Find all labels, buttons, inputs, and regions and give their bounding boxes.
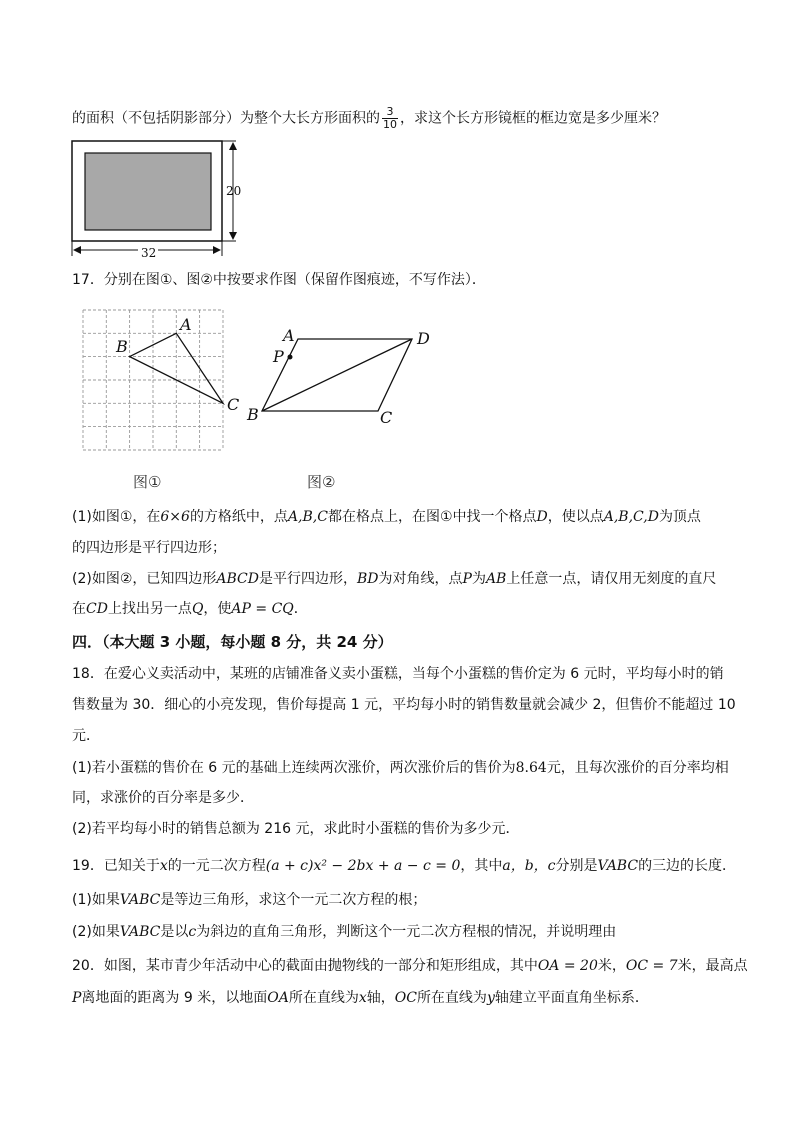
- q18-part2: (2)若平均每小时的销售总额为 216 元，求此时小蛋糕的售价为多少元．: [72, 821, 520, 837]
- fig1-label-c: C: [227, 395, 240, 414]
- fig2-label-d: D: [417, 329, 430, 348]
- fraction-denominator: 10: [383, 118, 397, 131]
- figure1-grid: [76, 306, 256, 456]
- q18-line2: 售数量为 30．细心的小亮发现，售价每提高 1 元，平均每小时的销售数量就会减少 2，但售价不能超过 10: [72, 697, 736, 713]
- dim-height-label: 20: [226, 184, 242, 198]
- q17-title: 17．分别在图①、图②中按要求作图（保留作图痕迹，不写作法）．: [72, 272, 486, 288]
- q17-part1-line2: 的四边形是平行四边形；: [72, 540, 226, 556]
- diagonal-bd: [262, 339, 412, 411]
- figure2-caption: 图②: [307, 473, 336, 491]
- q20-line2: P离地面的距离为 9 米，以地面OA所在直线为x轴，OC所在直线为y轴建立平面直角坐标系．: [72, 990, 649, 1006]
- fig2-label-p: P: [273, 347, 284, 366]
- q18-part1-line1: (1)若小蛋糕的售价在 6 元的基础上连续两次涨价，两次涨价后的售价为8.64元，且每次涨价的百分率均相: [72, 760, 729, 776]
- section-four-title: 四．（本大题 3 小题，每小题 8 分，共 24 分）: [72, 633, 393, 651]
- frame-figure: [60, 136, 260, 264]
- fraction-numerator: 3: [382, 106, 398, 119]
- q16-text-b: ，求这个长方形镜框的框边宽是多少厘米？: [400, 110, 666, 127]
- figure2-parallelogram: [240, 320, 440, 430]
- q19-part1: (1)如果VABC是等边三角形，求这个一元二次方程的根；: [72, 892, 427, 908]
- dim-width-label: 32: [141, 246, 157, 260]
- fig2-label-a: A: [283, 326, 295, 345]
- q18-line3: 元．: [72, 728, 100, 744]
- figure1-caption: 图①: [133, 473, 162, 491]
- fig2-label-b: B: [247, 405, 259, 424]
- fig1-label-b: B: [116, 337, 128, 356]
- q20-line1: 20．如图，某市青少年活动中心的截面由抛物线的一部分和矩形组成，其中OA = 20米，OC = 7米，最高点: [72, 958, 748, 974]
- point-p: [288, 355, 293, 360]
- q17-part1-line1: (1)如图①，在6×6的方格纸中，点A,B,C都在格点上，在图①中找一个格点D，使以点A,B,C,D为顶点: [72, 509, 701, 525]
- fig1-label-a: A: [180, 315, 192, 334]
- q17-part2-line1: (2)如图②，已知四边形ABCD是平行四边形，BD为对角线，点P为AB上任意一点，请仅用无刻度的直尺: [72, 571, 717, 587]
- q18-line1: 18．在爱心义卖活动中，某班的店铺准备义卖小蛋糕，当每个小蛋糕的售价定为 6 元时，平均每小时的销: [72, 666, 724, 682]
- q19-part2: (2)如果VABC是以c为斜边的直角三角形，判断这个一元二次方程根的情况，并说明理由: [72, 924, 617, 940]
- q19-line1: 19．已知关于x的一元二次方程(a + c)x² − 2bx + a − c = 0，其中a，b，c分别是VABC的三边的长度．: [72, 858, 737, 874]
- q17-part2-line2: 在CD上找出另一点Q，使AP = CQ．: [72, 601, 308, 617]
- q16-text-a: 的面积（不包括阴影部分）为整个大长方形面积的: [72, 110, 380, 127]
- shaded-inner-rectangle: [85, 153, 211, 230]
- q16-text: [72, 106, 666, 131]
- q18-part1-line2: 同，求涨价的百分率是多少．: [72, 790, 254, 806]
- fraction-3-10: [382, 106, 398, 131]
- fig2-label-c: C: [380, 408, 393, 427]
